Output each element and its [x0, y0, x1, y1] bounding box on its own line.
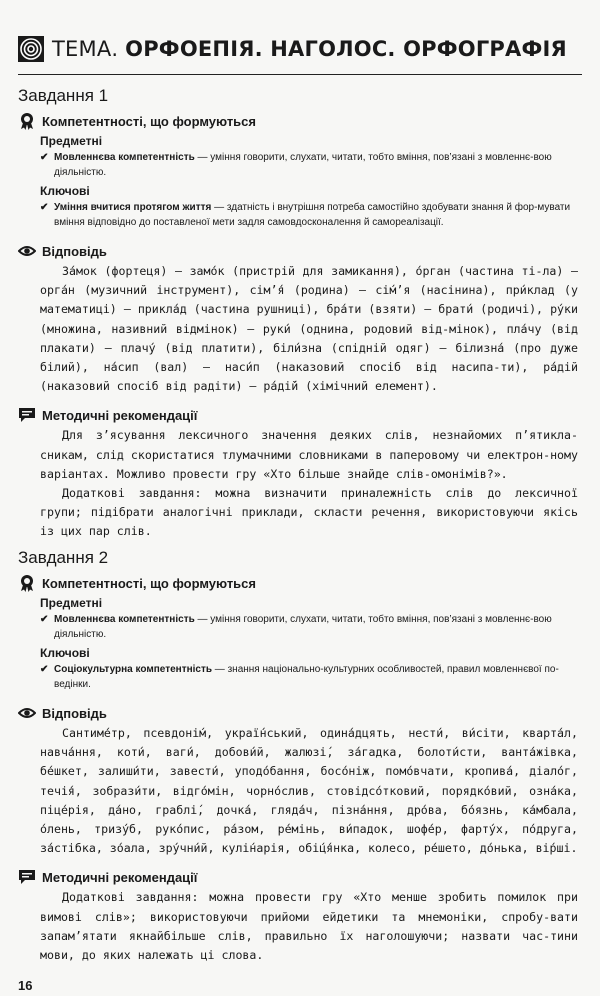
task-2 — [18, 548, 578, 965]
method-heading: Методичні рекомендації — [18, 868, 578, 886]
key-competence: ✔ Уміння вчитися протягом життя — здатність і внутрішня потреба самостійно здобувати знання й фор-мувати вміння відповідно до поставленої мети задля самовдосконалення й самореалізації. — [40, 202, 571, 228]
subject-heading: Предметні — [40, 134, 103, 148]
eye-icon — [18, 242, 36, 260]
task-title: Завдання 1 — [18, 86, 109, 105]
subject-competence: ✔ Мовленнєва компетентність — уміння говорити, слухати, читати, тобто вміння, пов’язані з мовленнє-вою діяльністю. — [40, 614, 552, 640]
competencies-heading: Компетентності, що формуються — [18, 574, 578, 592]
method-heading: Методичні рекомендації — [18, 406, 578, 424]
subject-competence: ✔ Мовленнєва компетентність — уміння говорити, слухати, читати, тобто вміння, пов’язані з мовленнє-вою діяльністю. — [40, 152, 552, 178]
answer-heading: Відповідь — [18, 704, 578, 722]
checkmark-icon: ✔ — [40, 152, 49, 163]
checkmark-icon: ✔ — [40, 664, 49, 675]
competencies-heading: Компетентності, що формуються — [18, 112, 578, 130]
task-1 — [18, 86, 578, 542]
answer-text: Сантиме́тр, псевдоні́м, украї́нський, одина́дцять, нести́, ви́сіти, кварта́л, навча́ння, коти́, ваги́, добови́й, жалюзі́, за́гадка, болоти́сти, ванта́жівка, бе́шкет, залиши́ти, завести́, уподо́бання, босо́ніж, помо́вчати, кропива́, діало́г, течія́, зобрази́ти, відго́мін, чорно́слив, стовідсо́тковий, порядко́вий, озна́ка, піце́рія, да́но, граблі́, дочка́, гляда́ч, пізна́ння, дро́ва, бо́язнь, ка́мбала, о́лень, тризу́б, руко́пис, ра́зом, ре́мінь, ви́падок, шофе́р, фарту́х, по́друга, за́стібка, зо́ала, зру́чни́й, кулі́нарія, обі́ця́нка, колесо, ре́шето, до́нька, ві́рші. — [40, 726, 578, 856]
page-header — [18, 36, 582, 62]
answer-heading: Відповідь — [18, 242, 578, 260]
method-paragraph: Для з’ясування лексичного значення деяких слів, незнайомих п’ятикла-сникам, слід скористатися тлумачними словниками в паперовому чи електрон-ному варіантах. Можливо провести гру «Хто більше знайде слів-омонімів?». — [40, 428, 578, 481]
key-heading: Ключові — [40, 184, 90, 198]
checkmark-icon: ✔ — [40, 614, 49, 625]
task-title: Завдання 2 — [18, 548, 109, 567]
subject-heading: Предметні — [40, 596, 103, 610]
key-competence: ✔ Соціокультурна компетентність — знання національно-культурних особливостей, правил мовленнєвої по-ведінки. — [40, 664, 559, 690]
comment-icon — [18, 406, 36, 424]
method-paragraph: Додаткові завдання: можна провести гру «Хто менше зробить помилок при вимові слів»; використовуючи прийоми ейдетики та мнемоніки, спробу-вати запам’ятати якнайбільше слів, правильно їх наголошуючи; назвати час-тини мови, до яких належать ці слова. — [40, 890, 578, 963]
eye-icon — [18, 704, 36, 722]
page-title: ТЕМА. ОРФОЕПІЯ. НАГОЛОС. ОРФОГРАФІЯ — [52, 37, 567, 61]
checkmark-icon: ✔ — [40, 202, 49, 213]
award-icon — [18, 112, 36, 130]
award-icon — [18, 574, 36, 592]
spiral-target-icon — [18, 36, 44, 62]
key-heading: Ключові — [40, 646, 90, 660]
answer-text: За́мок (фортеця) — замо́к (пристрій для замикання), о́рган (частина ті-ла) — орга́н (музичний інструмент), сім’я́ (родина) — сі́м’я (насінина), при́клад (у математиці) — прикла́д (частина рушниці), бра́ти (взяти) — брати́ (родичі), ру́ки (множина, називний відмінок) — руки́ (однина, родовий від-мінок), пла́чу (від плакати) — плачу́ (від платити), біли́зна (спідній одяг) — білизна́ (про дуже білий), на́сип (вал) — наси́п (наказовий спосіб від насипа-ти), ра́дій (наказовий спосіб від радіти) — ра́ді́й (хімічний елемент). — [40, 264, 578, 394]
method-paragraph: Додаткові завдання: можна визначити приналежність слів до лексичної групи; підібрати аналогічні приклади, скласти речення, використовуючи якісь із цих пар слів. — [40, 486, 578, 539]
header-divider — [18, 74, 582, 75]
comment-icon — [18, 868, 36, 886]
page-number: 16 — [18, 978, 33, 993]
